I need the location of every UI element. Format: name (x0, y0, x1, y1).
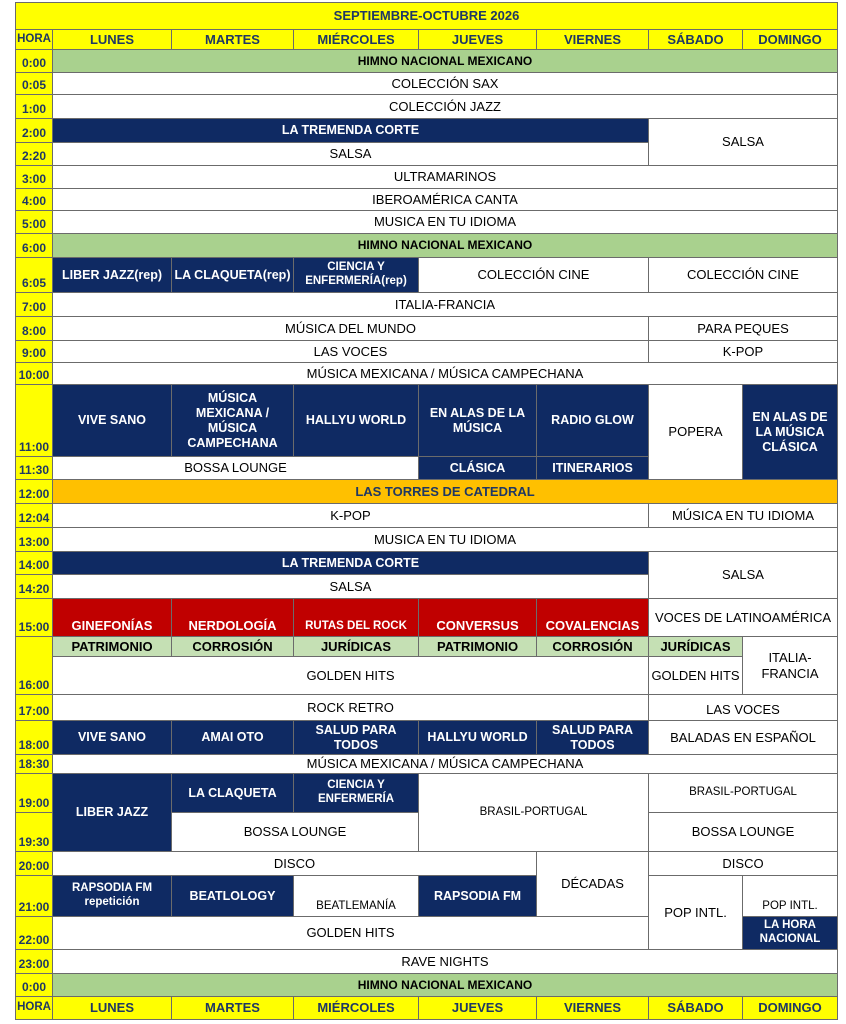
program-las-voces-1700: LAS VOCES (648, 694, 838, 721)
time-2100: 21:00 (15, 875, 53, 917)
time-1800: 18:00 (15, 720, 53, 755)
program-liber-jazz-rep: LIBER JAZZ(rep) (52, 257, 172, 293)
footer-miercoles: MIÉRCOLES (293, 996, 419, 1020)
time-1900: 19:00 (15, 773, 53, 813)
program-beatlology: BEATLOLOGY (171, 875, 294, 917)
program-golden-hits-2200: GOLDEN HITS (52, 916, 649, 950)
time-0100: 1:00 (15, 94, 53, 119)
header-jueves: JUEVES (418, 29, 537, 50)
program-coleccion-jazz: COLECCIÓN JAZZ (52, 94, 838, 119)
header-martes: MARTES (171, 29, 294, 50)
program-salsa-1420: SALSA (52, 574, 649, 599)
program-voces-latinoamerica: VOCES DE LATINOAMÉRICA (648, 598, 838, 637)
program-coleccion-cine-weekend: COLECCIÓN CINE (648, 257, 838, 293)
header-viernes: VIERNES (536, 29, 649, 50)
footer-hora: HORA (15, 996, 53, 1020)
program-coleccion-sax: COLECCIÓN SAX (52, 72, 838, 95)
program-pop-intl-sabado: POP INTL. (648, 875, 743, 950)
program-italia-francia-domingo: ITALIA-FRANCIA (742, 636, 838, 695)
time-0600: 6:00 (15, 233, 53, 258)
program-liber-jazz: LIBER JAZZ (52, 773, 172, 852)
program-salud-todos-viernes: SALUD PARA TODOS (536, 720, 649, 755)
program-amai-oto: AMAI OTO (171, 720, 294, 755)
program-rapsodia-rep: RAPSODIA FM repetición (52, 875, 172, 917)
program-mexicana-campechana-1830: MÚSICA MEXICANA / MÚSICA CAMPECHANA (52, 754, 838, 774)
program-itinerarios: ITINERARIOS (536, 456, 649, 480)
program-la-claqueta: LA CLAQUETA (171, 773, 294, 813)
program-nerdologia: NERDOLOGÍA (171, 598, 294, 637)
time-0605: 6:05 (15, 257, 53, 293)
footer-domingo: DOMINGO (742, 996, 838, 1020)
program-golden-hits-sabado: GOLDEN HITS (648, 656, 743, 695)
program-juridicas-miercoles: JURÍDICAS (293, 636, 419, 657)
program-bossa-lounge-weekend: BOSSA LOUNGE (648, 812, 838, 852)
program-clasica: CLÁSICA (418, 456, 537, 480)
program-rutas-rock: RUTAS DEL ROCK (293, 598, 419, 637)
program-musica-mundo: MÚSICA DEL MUNDO (52, 316, 649, 341)
program-disco-weekend: DISCO (648, 851, 838, 876)
program-mexicana-campechana-1000: MÚSICA MEXICANA / MÚSICA CAMPECHANA (52, 362, 838, 385)
time-1600: 16:00 (15, 636, 53, 695)
time-0000: 0:00 (15, 49, 53, 73)
program-ultramarinos: ULTRAMARINOS (52, 165, 838, 189)
time-0900: 9:00 (15, 340, 53, 363)
program-para-peques: PARA PEQUES (648, 316, 838, 341)
program-decadas: DÉCADAS (536, 851, 649, 917)
program-alas-musica: EN ALAS DE LA MÚSICA (418, 384, 537, 457)
time-1830: 18:30 (15, 754, 53, 774)
time-1100: 11:00 (15, 384, 53, 457)
program-corrosion-viernes: CORROSIÓN (536, 636, 649, 657)
footer-lunes: LUNES (52, 996, 172, 1020)
footer-viernes: VIERNES (536, 996, 649, 1020)
time-1300: 13:00 (15, 527, 53, 552)
time-2000: 20:00 (15, 851, 53, 876)
program-pop-intl-domingo: POP INTL. (742, 875, 838, 917)
time-1400: 14:00 (15, 551, 53, 575)
program-corrosion-martes: CORROSIÓN (171, 636, 294, 657)
header-domingo: DOMINGO (742, 29, 838, 50)
footer-martes: MARTES (171, 996, 294, 1020)
program-torres-catedral: LAS TORRES DE CATEDRAL (52, 479, 838, 504)
header-miercoles: MIÉRCOLES (293, 29, 419, 50)
time-1500: 15:00 (15, 598, 53, 637)
program-coleccion-cine-weekday: COLECCIÓN CINE (418, 257, 649, 293)
time-1930: 19:30 (15, 812, 53, 852)
program-disco-weekday: DISCO (52, 851, 537, 876)
program-himno-0000-end: HIMNO NACIONAL MEXICANO (52, 973, 838, 997)
program-brasil-portugal-weekend: BRASIL-PORTUGAL (648, 773, 838, 813)
program-salud-todos-miercoles: SALUD PARA TODOS (293, 720, 419, 755)
program-las-voces-0900: LAS VOCES (52, 340, 649, 363)
program-rapsodia: RAPSODIA FM (418, 875, 537, 917)
program-salsa-weekend-0200: SALSA (648, 118, 838, 166)
time-0000-end: 0:00 (15, 973, 53, 997)
program-rave-nights: RAVE NIGHTS (52, 949, 838, 974)
program-kpop-1204: K-POP (52, 503, 649, 528)
program-hallyu-world-1100: HALLYU WORLD (293, 384, 419, 457)
header-lunes: LUNES (52, 29, 172, 50)
time-1200: 12:00 (15, 479, 53, 504)
program-tremenda-corte-1400: LA TREMENDA CORTE (52, 551, 649, 575)
program-juridicas-sabado: JURÍDICAS (648, 636, 743, 657)
program-popera: POPERA (648, 384, 743, 480)
program-bossa-lounge-1930: BOSSA LOUNGE (171, 812, 419, 852)
program-tremenda-corte-0200: LA TREMENDA CORTE (52, 118, 649, 143)
program-himno-0000: HIMNO NACIONAL MEXICANO (52, 49, 838, 73)
time-0005: 0:05 (15, 72, 53, 95)
program-musica-tu-idioma-1204: MÚSICA EN TU IDIOMA (648, 503, 838, 528)
program-baladas-espanol: BALADAS EN ESPAÑOL (648, 720, 838, 755)
program-hora-nacional: LA HORA NACIONAL (742, 916, 838, 950)
program-salsa-weekend-1400: SALSA (648, 551, 838, 599)
program-claqueta-rep: LA CLAQUETA(rep) (171, 257, 294, 293)
program-musica-idioma-0500: MUSICA EN TU IDIOMA (52, 210, 838, 234)
time-1130: 11:30 (15, 456, 53, 480)
program-patrimonio-lunes: PATRIMONIO (52, 636, 172, 657)
program-ciencia-rep: CIENCIA Y ENFERMERÍA(rep) (293, 257, 419, 293)
time-0220: 2:20 (15, 142, 53, 166)
time-0700: 7:00 (15, 292, 53, 317)
program-kpop-0900: K-POP (648, 340, 838, 363)
footer-jueves: JUEVES (418, 996, 537, 1020)
program-ciencia-enfermeria: CIENCIA Y ENFERMERÍA (293, 773, 419, 813)
program-brasil-portugal-weekday: BRASIL-PORTUGAL (418, 773, 649, 852)
header-hora: HORA (15, 29, 53, 50)
time-0500: 5:00 (15, 210, 53, 234)
header-sabado: SÁBADO (648, 29, 743, 50)
program-vive-sano-1800: VIVE SANO (52, 720, 172, 755)
program-radio-glow: RADIO GLOW (536, 384, 649, 457)
program-musica-idioma-1300: MUSICA EN TU IDIOMA (52, 527, 838, 552)
time-0200: 2:00 (15, 118, 53, 143)
time-1700: 17:00 (15, 694, 53, 721)
program-patrimonio-jueves: PATRIMONIO (418, 636, 537, 657)
time-2200: 22:00 (15, 916, 53, 950)
program-covalencias: COVALENCIAS (536, 598, 649, 637)
program-hallyu-world-1800: HALLYU WORLD (418, 720, 537, 755)
program-italia-francia-0700: ITALIA-FRANCIA (52, 292, 838, 317)
time-1420: 14:20 (15, 574, 53, 599)
program-rock-retro: ROCK RETRO (52, 694, 649, 721)
program-iberoamerica-canta: IBEROAMÉRICA CANTA (52, 188, 838, 211)
program-vive-sano-1100: VIVE SANO (52, 384, 172, 457)
schedule-title: SEPTIEMBRE-OCTUBRE 2026 (15, 2, 838, 30)
program-beatlemania: BEATLEMANÍA (293, 875, 419, 917)
program-conversus: CONVERSUS (418, 598, 537, 637)
program-bossa-lounge-1130: BOSSA LOUNGE (52, 456, 419, 480)
time-2300: 23:00 (15, 949, 53, 974)
program-himno-0600: HIMNO NACIONAL MEXICANO (52, 233, 838, 258)
program-alas-musica-clasica: EN ALAS DE LA MÚSICA CLÁSICA (742, 384, 838, 480)
program-golden-hits-1600: GOLDEN HITS (52, 656, 649, 695)
program-ginefonias: GINEFONÍAS (52, 598, 172, 637)
program-salsa-0220: SALSA (52, 142, 649, 166)
time-1000: 10:00 (15, 362, 53, 385)
time-0300: 3:00 (15, 165, 53, 189)
time-0400: 4:00 (15, 188, 53, 211)
time-1204: 12:04 (15, 503, 53, 528)
program-mexicana-campechana-1100: MÚSICA MEXICANA / MÚSICA CAMPECHANA (171, 384, 294, 457)
time-0800: 8:00 (15, 316, 53, 341)
footer-sabado: SÁBADO (648, 996, 743, 1020)
